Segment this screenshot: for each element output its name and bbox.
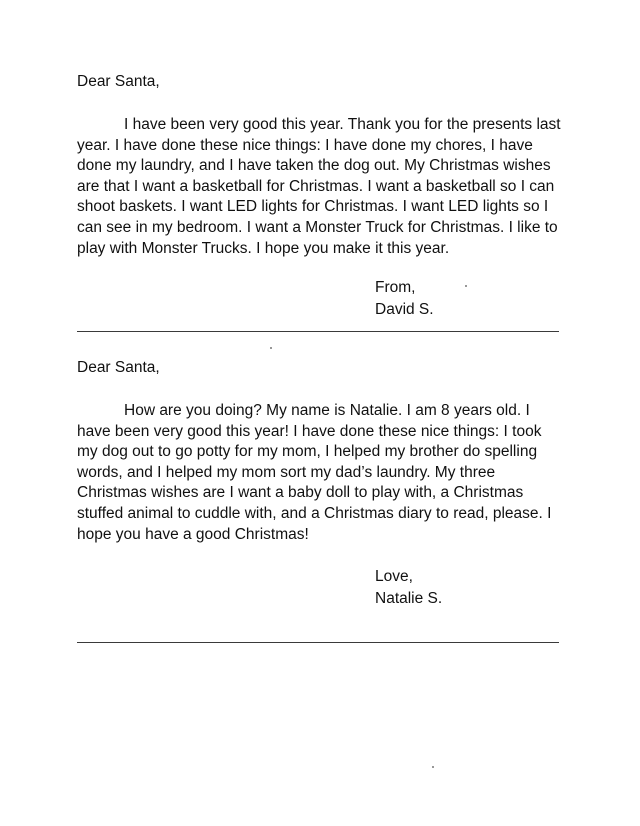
- scan-speck: [432, 766, 434, 768]
- letter-body: How are you doing? My name is Natalie. I am 8 years old. I have been very good this year! I have done these nice things: I took my dog out to go potty for my mom, I helped my brother do spelling words, and I helped my mom sort my dad’s laundry. My three Christmas wishes are I want a baby doll to play with, a Christmas stuffed animal to cuddle with, and a Christmas diary to read, please. I hope you have a good Christmas!: [77, 402, 552, 543]
- salutation: Dear Santa,: [77, 359, 160, 376]
- letter-natalie: [77, 358, 567, 545]
- letter-body: I have been very good this year. Thank you for the presents last year. I have done these nice things: I have done my chores, I have done my laundry, and I have taken the dog out. My Christmas wishes are that I want a basketball for Christmas. I want a basketball so I can shoot baskets. I want LED lights for Christmas. I want LED lights so I can see in my bedroom. I want a Monster Truck for Christmas. I like to play with Monster Trucks. I hope you make it this year.: [77, 116, 561, 257]
- salutation: Dear Santa,: [77, 73, 160, 90]
- signature: David S.: [375, 301, 434, 318]
- divider: [77, 642, 559, 643]
- letter-david: [77, 72, 567, 259]
- closing: Love,: [375, 568, 413, 585]
- signature: Natalie S.: [375, 590, 443, 607]
- scan-speck: [465, 285, 467, 287]
- closing-block-david: [375, 277, 434, 321]
- closing: From,: [375, 279, 416, 296]
- divider: [77, 331, 559, 332]
- closing-block-natalie: [375, 566, 442, 610]
- scan-speck: [270, 347, 272, 349]
